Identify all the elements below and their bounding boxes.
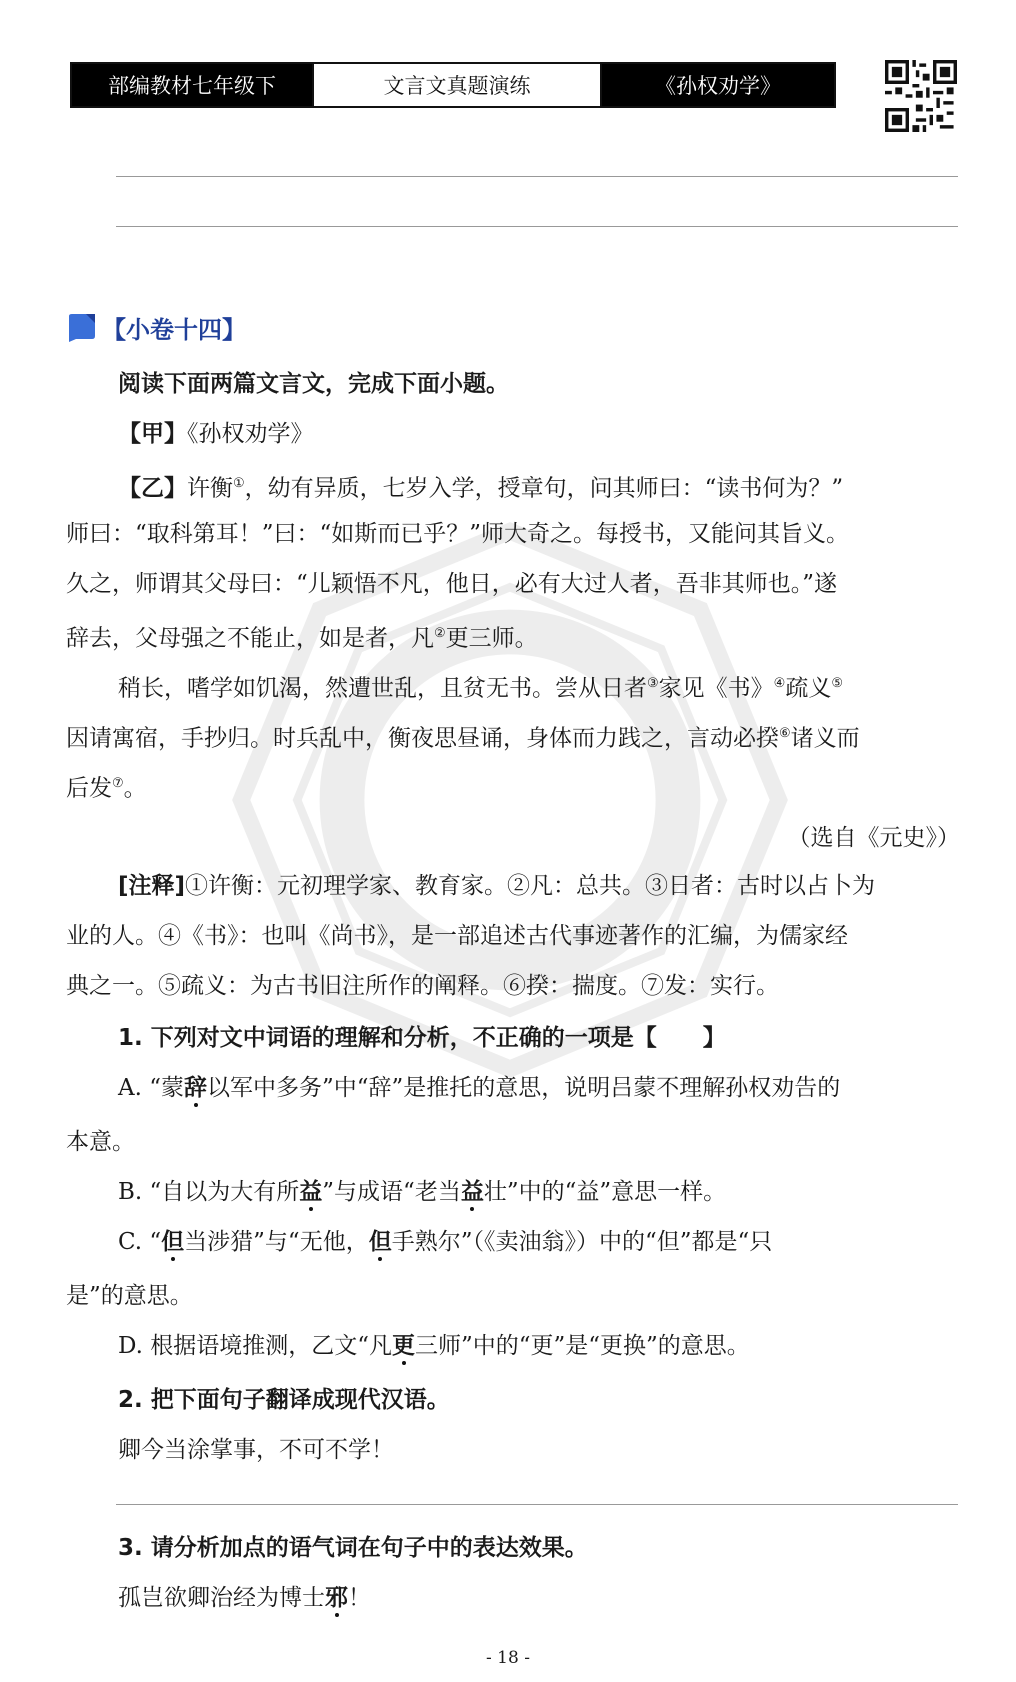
yi-line: 久之，师谓其父母曰：“儿颖悟不凡，他日，必有大过人者，吾非其师也。”遂 [66, 571, 838, 597]
yi-line [66, 618, 960, 655]
footnote-marker: ① [233, 476, 245, 491]
yi-line [66, 718, 960, 755]
question-3-stem: 3. 请分析加点的语气词在句子中的表达效果。 [118, 1535, 588, 1561]
dotted-char: 辞 [184, 1074, 207, 1101]
text-run: 疏义 [785, 675, 832, 702]
text-run: 因请寓宿，手抄归。时兵乱中，衡夜思昼诵，身体而力践之，言动必揆 [66, 725, 779, 752]
text-run: 手熟尔”（《卖油翁》）中的“但”都是“只 [391, 1229, 773, 1255]
footnote-marker: ⑦ [112, 776, 124, 791]
option-b [118, 1176, 1012, 1208]
text-run: 家见《书》 [658, 675, 774, 702]
question-2-sentence: 卿今当涂掌事，不可不学！ [118, 1437, 394, 1463]
header-lesson: 《孙权劝学》 [602, 64, 834, 106]
jia-title: 《孙权劝学》 [187, 421, 314, 447]
yi-line [118, 468, 1012, 505]
footnote-marker: ⑥ [779, 726, 791, 741]
text-jia [118, 418, 1012, 450]
text-run: 孤岂欲卿治经为博士 [118, 1585, 325, 1611]
question-3-sentence [118, 1582, 1012, 1614]
question-1-stem: 1. 下列对文中词语的理解和分析，不正确的一项是【 】 [118, 1025, 726, 1051]
text-run: B. “自以为大有所 [118, 1179, 300, 1205]
text-run: 许衡 [187, 475, 233, 502]
text-run: ，幼有异质，七岁入学，授章句，问其师曰：“读书何为？” [244, 475, 844, 502]
text-run: ①许衡：元初理学家、教育家。②凡：总共。③日者：古时以占卜为 [185, 873, 876, 899]
dotted-char: 益 [299, 1178, 323, 1205]
text-run: 壮”中的“益”意思一样。 [483, 1179, 727, 1205]
text-run: 辞去，父母强之不能止，如是者，凡 [66, 625, 434, 652]
label-jia: 【甲】 [118, 421, 187, 447]
text-run: 稍长，嗜学如饥渴，然遭世乱，且贫无书。尝从日者 [118, 675, 647, 702]
dotted-char: 但 [368, 1228, 392, 1255]
answer-line [116, 226, 958, 227]
option-a [118, 1072, 1012, 1104]
text-run: D. 根据语境推测，乙文“凡 [118, 1333, 393, 1359]
header-grade: 部编教材七年级下 [72, 64, 312, 106]
option-a-cont: 本意。 [66, 1129, 135, 1155]
text-run: 以军中多务”中“辞”是推托的意思，说明吕蒙不理解孙权劝告的 [207, 1075, 841, 1101]
text-run: C. “ [118, 1229, 162, 1255]
yi-line [66, 768, 960, 805]
text-run: ！ [348, 1585, 371, 1611]
option-c-cont: 是”的意思。 [66, 1283, 193, 1309]
text-run: 诸义而 [790, 725, 860, 752]
notes-line: 典之一。⑤疏义：为古书旧注所作的阐释。⑥揆：揣度。⑦发：实行。 [66, 973, 779, 999]
dotted-char: 更 [392, 1332, 416, 1359]
answer-line [116, 176, 958, 177]
qr-code-icon [885, 60, 957, 132]
dotted-char: 邪 [325, 1584, 348, 1611]
text-run: 三师”中的“更”是“更换”的意思。 [415, 1333, 750, 1359]
section-title: 【小卷十四】 [102, 316, 246, 344]
text-run: 当涉猎”与“无他， [184, 1229, 369, 1255]
notes-label: [注释] [118, 873, 186, 899]
text-run: 。 [123, 775, 147, 802]
text-run: 后发 [66, 775, 112, 802]
option-d [118, 1330, 1012, 1362]
text-run: ”与成语“老当 [322, 1179, 461, 1205]
page-number: - 18 - [486, 1648, 530, 1668]
question-2-stem: 2. 把下面句子翻译成现代汉语。 [118, 1387, 450, 1413]
footnote-marker: ② [434, 626, 446, 641]
header-bar [70, 62, 836, 108]
instruction: 阅读下面两篇文言文，完成下面小题。 [118, 371, 509, 397]
header-subject: 文言文真题演练 [312, 64, 602, 106]
text-run: A. “蒙 [118, 1075, 184, 1101]
dotted-char: 但 [161, 1228, 185, 1255]
section-heading [66, 310, 246, 345]
footnote-marker: ④ [773, 676, 786, 691]
source-citation: （选自《元史》） [787, 825, 960, 851]
bookmark-icon [66, 314, 96, 342]
notes-line: 业的人。④《书》：也叫《尚书》，是一部追述古代事迹著作的汇编，为儒家经 [66, 923, 848, 949]
yi-line [118, 668, 1012, 705]
yi-line: 师曰：“取科第耳！”曰：“如斯而已乎？”师大奇之。每授书，又能问其旨义。 [66, 521, 850, 547]
notes-line [118, 870, 1012, 902]
footnote-marker: ③ [647, 676, 659, 691]
dotted-char: 益 [460, 1178, 484, 1205]
option-c [118, 1226, 1012, 1258]
answer-line[interactable] [116, 1504, 958, 1505]
text-run: 更三师。 [445, 625, 538, 652]
label-yi: 【乙】 [118, 475, 187, 502]
footnote-marker: ⑤ [831, 676, 843, 691]
